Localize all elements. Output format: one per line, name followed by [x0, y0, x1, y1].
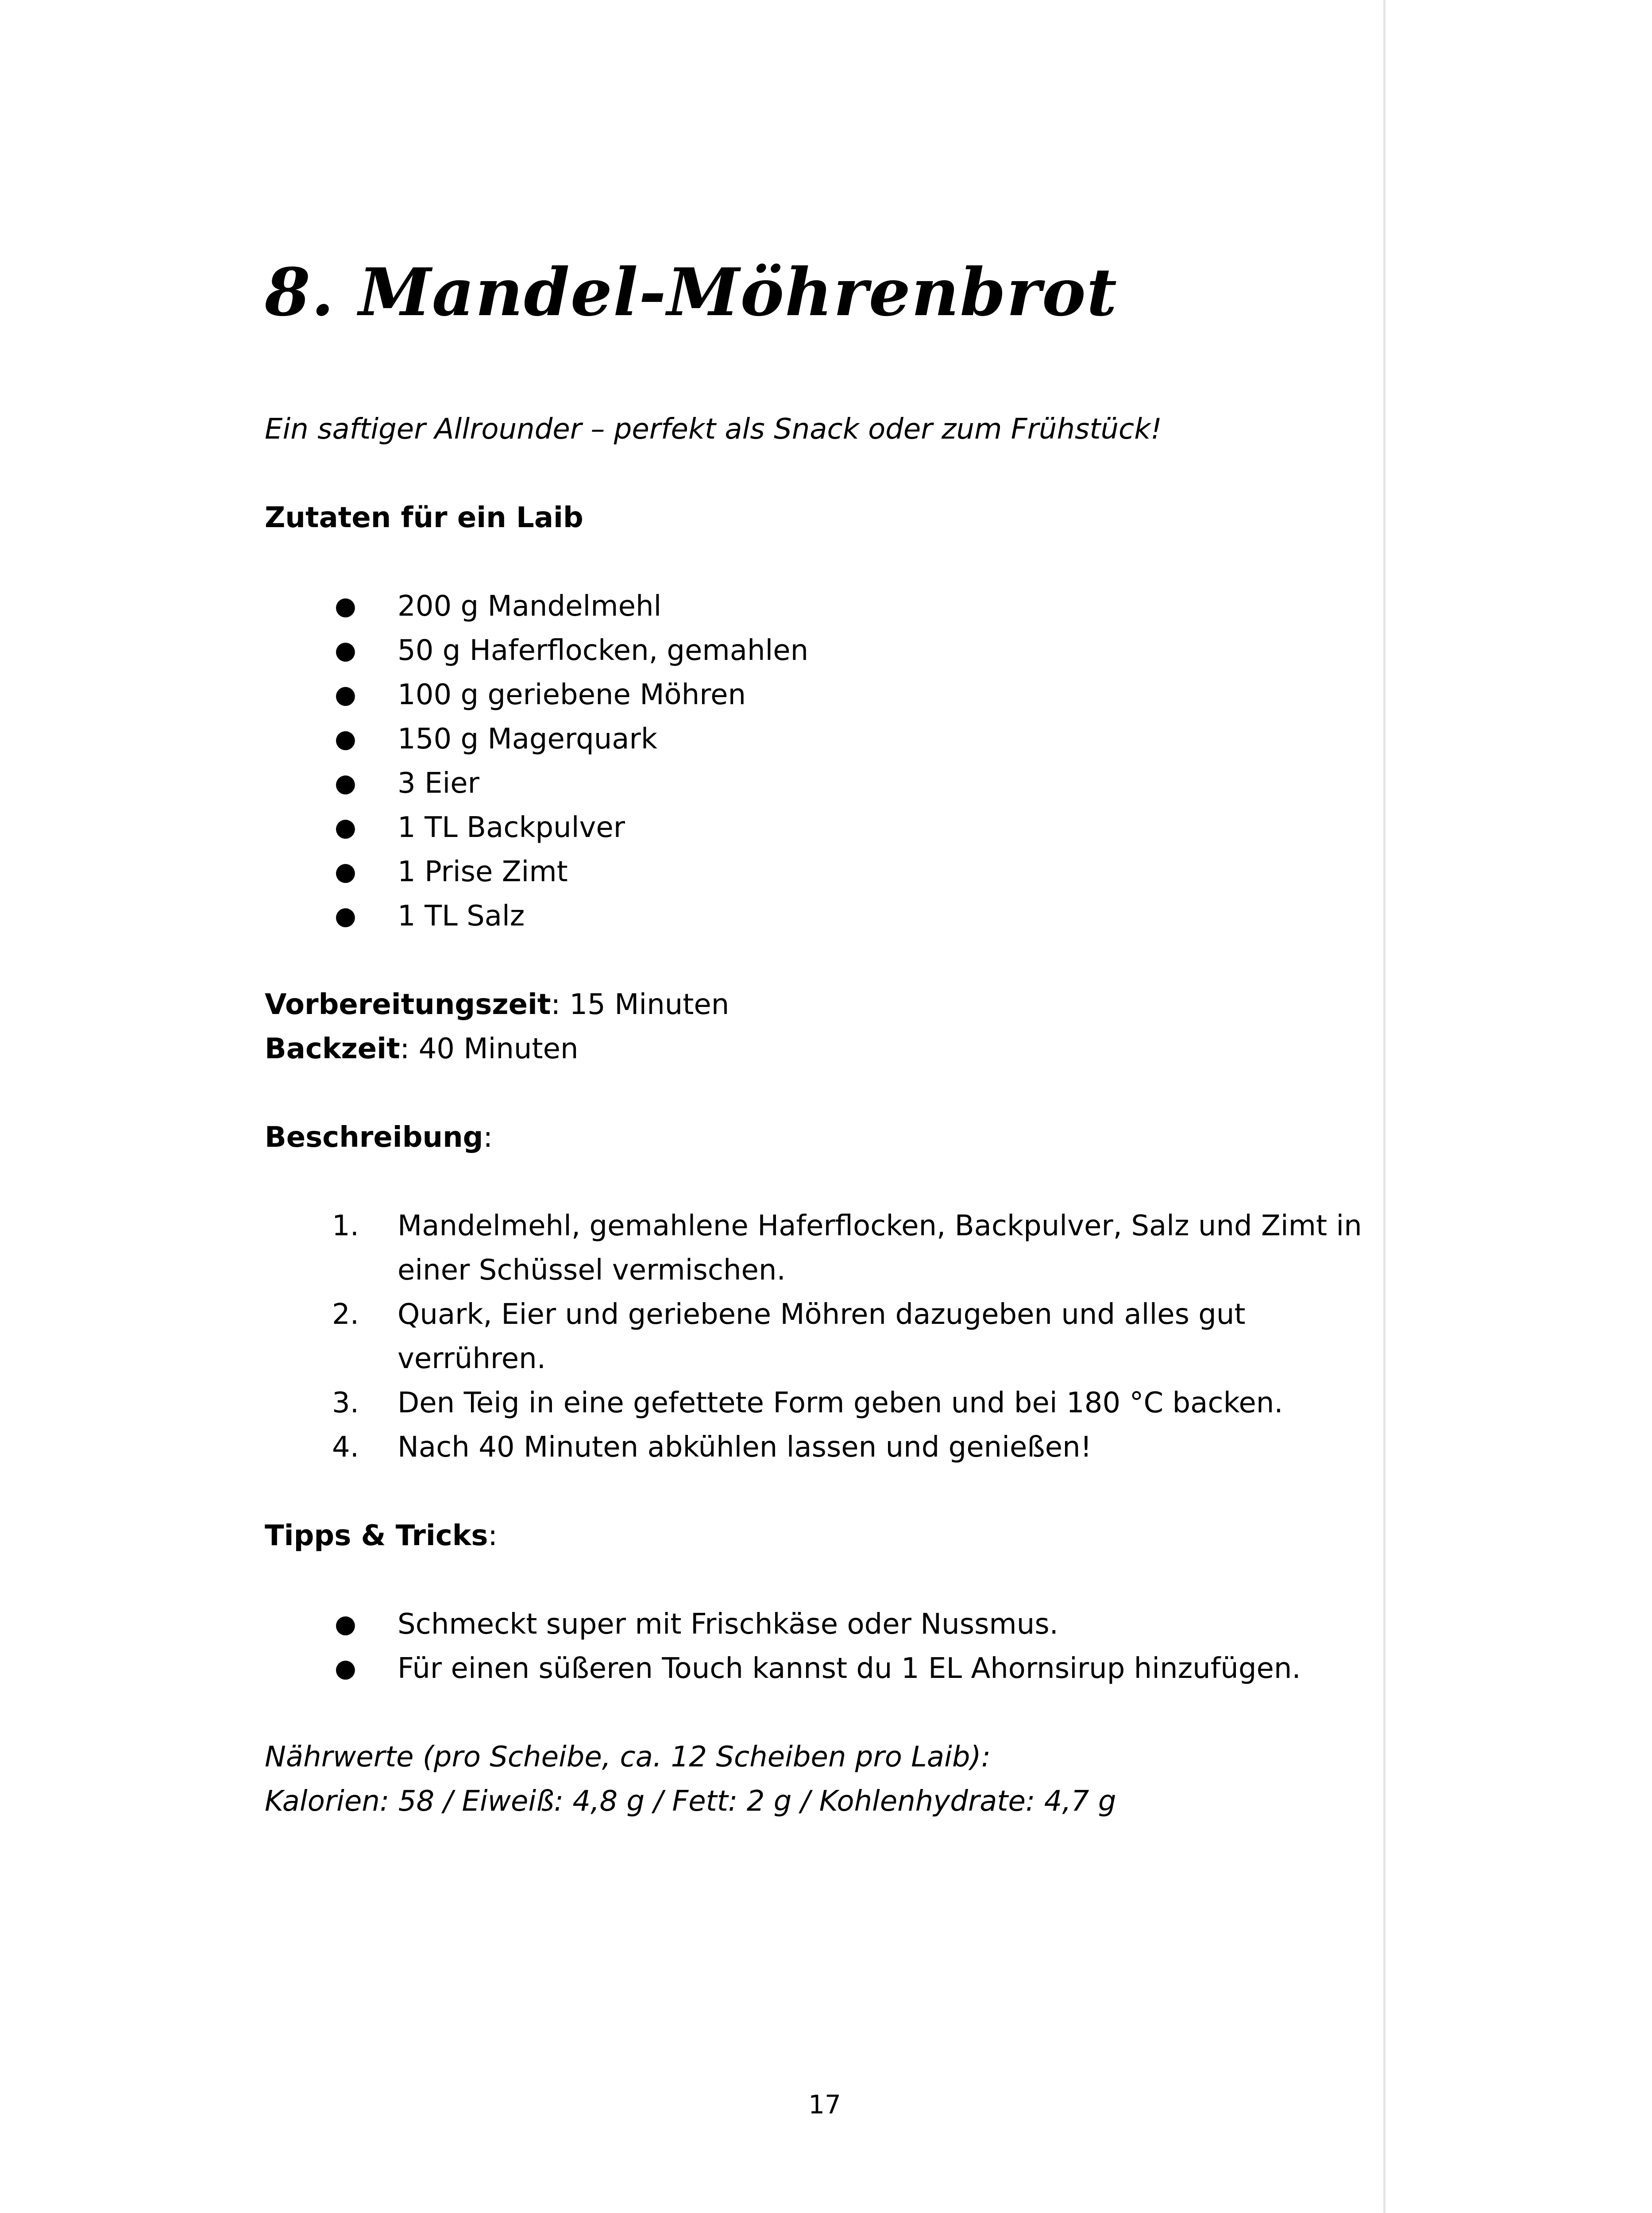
tips-list — [265, 1602, 1371, 1691]
ingredient-item — [265, 628, 1371, 673]
tip-text: Schmeckt super mit Frischkäse oder Nussmus. — [398, 1608, 1058, 1641]
tip-text: Für einen süßeren Touch kannst du 1 EL Ahornsirup hinzufügen. — [398, 1652, 1301, 1685]
tips-heading-line: Tipps & Tricks: — [265, 1519, 498, 1552]
description-heading-line: Beschreibung: — [265, 1121, 493, 1154]
bake-time-label: Backzeit — [265, 1033, 400, 1065]
step-item — [265, 1381, 1371, 1425]
ingredient-text: 3 Eier — [398, 767, 479, 800]
bullet-marker: ● — [335, 769, 356, 798]
ingredient-text: 1 Prise Zimt — [398, 856, 568, 888]
steps-list — [265, 1204, 1371, 1469]
step-item — [265, 1425, 1371, 1469]
bullet-marker: ● — [335, 680, 356, 709]
ingredient-text: 1 TL Salz — [398, 900, 525, 933]
bullet-marker: ● — [335, 1610, 356, 1639]
ingredient-text: 1 TL Backpulver — [398, 811, 625, 844]
bullet-marker: ● — [335, 592, 356, 621]
step-number: 3. — [332, 1387, 359, 1419]
nutrition-info — [265, 1735, 1371, 1824]
step-number: 2. — [332, 1298, 359, 1331]
nutrition-heading: Nährwerte (pro Scheibe, ca. 12 Scheiben pro Laib): — [265, 1741, 991, 1773]
step-number: 4. — [332, 1431, 359, 1464]
bullet-marker: ● — [335, 725, 356, 753]
step-number: 1. — [332, 1210, 359, 1242]
tips-heading: Tipps & Tricks — [265, 1519, 488, 1552]
step-text: Den Teig in eine gefettete Form geben und bei 180 °C backen. — [398, 1387, 1283, 1419]
recipe-title: 8. Mandel-Möhrenbrot — [265, 254, 1118, 331]
ingredients-heading: Zutaten für ein Laib — [265, 501, 583, 534]
step-item — [265, 1204, 1371, 1292]
tip-item — [265, 1602, 1371, 1646]
page-number: 17 — [808, 2090, 841, 2120]
bake-time-line: Backzeit: 40 Minuten — [265, 1033, 579, 1065]
recipe-content — [265, 248, 1371, 1824]
description-heading: Beschreibung — [265, 1121, 483, 1154]
ingredient-item — [265, 894, 1371, 938]
timing-info — [265, 983, 1371, 1071]
ingredient-item — [265, 850, 1371, 894]
step-text: Mandelmehl, gemahlene Haferflocken, Backpulver, Salz und Zimt in einer Schüssel vermischen. — [398, 1210, 1362, 1287]
ingredient-item — [265, 584, 1371, 628]
ingredient-item — [265, 761, 1371, 806]
ingredient-text: 200 g Mandelmehl — [398, 590, 662, 623]
bullet-marker: ● — [335, 902, 356, 930]
ingredient-item — [265, 717, 1371, 761]
bullet-marker: ● — [335, 1654, 356, 1683]
step-text: Nach 40 Minuten abkühlen lassen und genießen! — [398, 1431, 1092, 1464]
bullet-marker: ● — [335, 857, 356, 886]
prep-time-label: Vorbereitungszeit — [265, 988, 551, 1021]
ingredients-list — [265, 584, 1371, 938]
tip-item — [265, 1646, 1371, 1691]
bake-time-value: 40 Minuten — [418, 1033, 579, 1065]
ingredient-text: 50 g Haferflocken, gemahlen — [398, 634, 809, 667]
outer-margin — [1386, 0, 1652, 2213]
ingredient-text: 100 g geriebene Möhren — [398, 679, 746, 711]
ingredient-item — [265, 673, 1371, 717]
prep-time-value: 15 Minuten — [569, 988, 730, 1021]
step-text: Quark, Eier und geriebene Möhren dazugeben und alles gut verrühren. — [398, 1298, 1246, 1375]
recipe-subtitle: Ein saftiger Allrounder – perfekt als Snack oder zum Frühstück! — [265, 413, 1162, 446]
bullet-marker: ● — [335, 636, 356, 665]
ingredient-text: 150 g Magerquark — [398, 723, 657, 756]
ingredient-item — [265, 806, 1371, 850]
prep-time-line: Vorbereitungszeit: 15 Minuten — [265, 988, 730, 1021]
page-number-line — [0, 2087, 1652, 2122]
nutrition-values: Kalorien: 58 / Eiweiß: 4,8 g / Fett: 2 g / Kohlenhydrate: 4,7 g — [265, 1785, 1116, 1818]
bullet-marker: ● — [335, 813, 356, 842]
step-item — [265, 1292, 1371, 1381]
